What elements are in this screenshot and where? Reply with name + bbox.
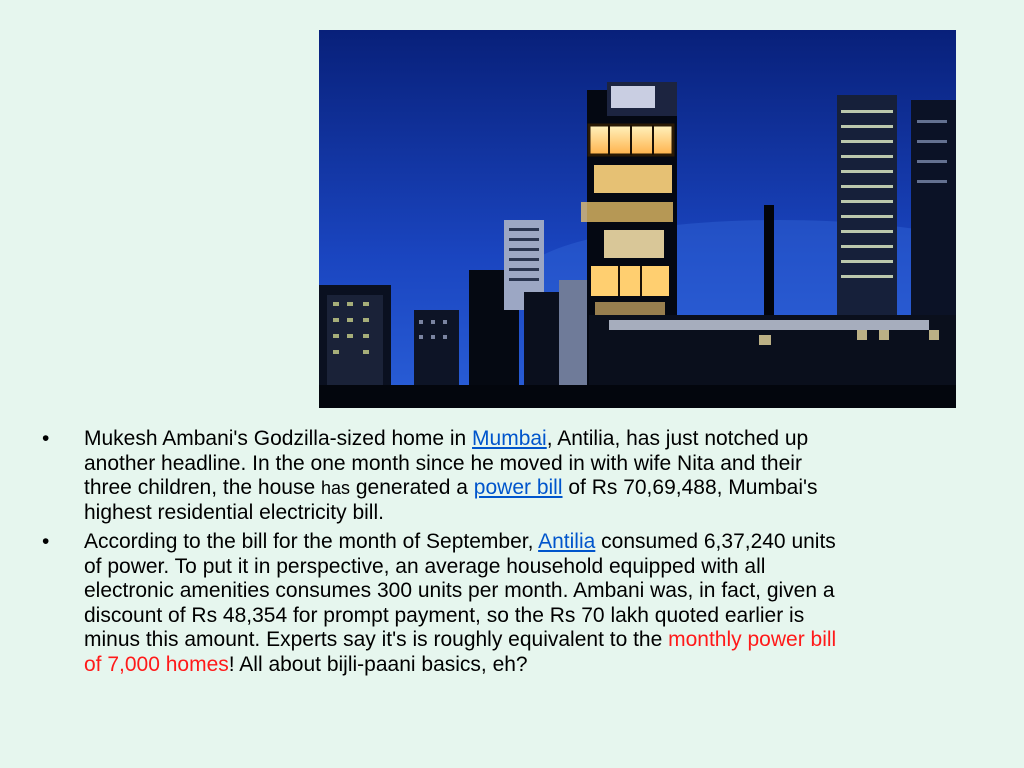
bullet-item-1 xyxy=(42,427,842,525)
antilia-photo xyxy=(319,30,956,408)
bullet-1-text-b: , Antilia, has just notched up another headline. In the one month since he moved in with wife Nita and their three children, the house xyxy=(84,427,809,499)
bullet-marker: • xyxy=(42,530,50,553)
antilia-link[interactable]: Antilia xyxy=(538,530,596,553)
antilia-night-skyline xyxy=(319,30,956,408)
mumbai-link[interactable]: Mumbai xyxy=(472,427,547,450)
bullet-1-text-d: of Rs 70,69,488, Mumbai's highest residential electricity bill. xyxy=(84,476,818,524)
bullet-list xyxy=(42,427,842,682)
bullet-2-text-b: consumed 6,37,240 units of power. To put it in perspective, an average household equipped with all electronic amenities consumes 300 units per month. Ambani was, in fact, given a discount of Rs 48,354 for prompt payment, so the Rs 70 lakh quoted earlier is minus this amount. Experts say it's is roughly equivalent to the xyxy=(84,530,836,651)
bullet-1-text-a: Mukesh Ambani's Godzilla-sized home in xyxy=(84,427,473,450)
bullet-2-text-c: ! All about bijli-paani basics, eh? xyxy=(228,652,528,676)
bullet-1-text-c: generated a xyxy=(350,476,474,499)
bullet-1-text-small: has xyxy=(321,478,351,498)
highlighted-phrase: monthly power bill of 7,000 homes xyxy=(84,628,837,676)
power-bill-link[interactable]: power bill xyxy=(473,476,563,499)
bullet-item-2 xyxy=(42,530,842,677)
bullet-marker: • xyxy=(42,427,50,450)
bullet-2-text-a: According to the bill for the month of September, xyxy=(84,530,539,553)
